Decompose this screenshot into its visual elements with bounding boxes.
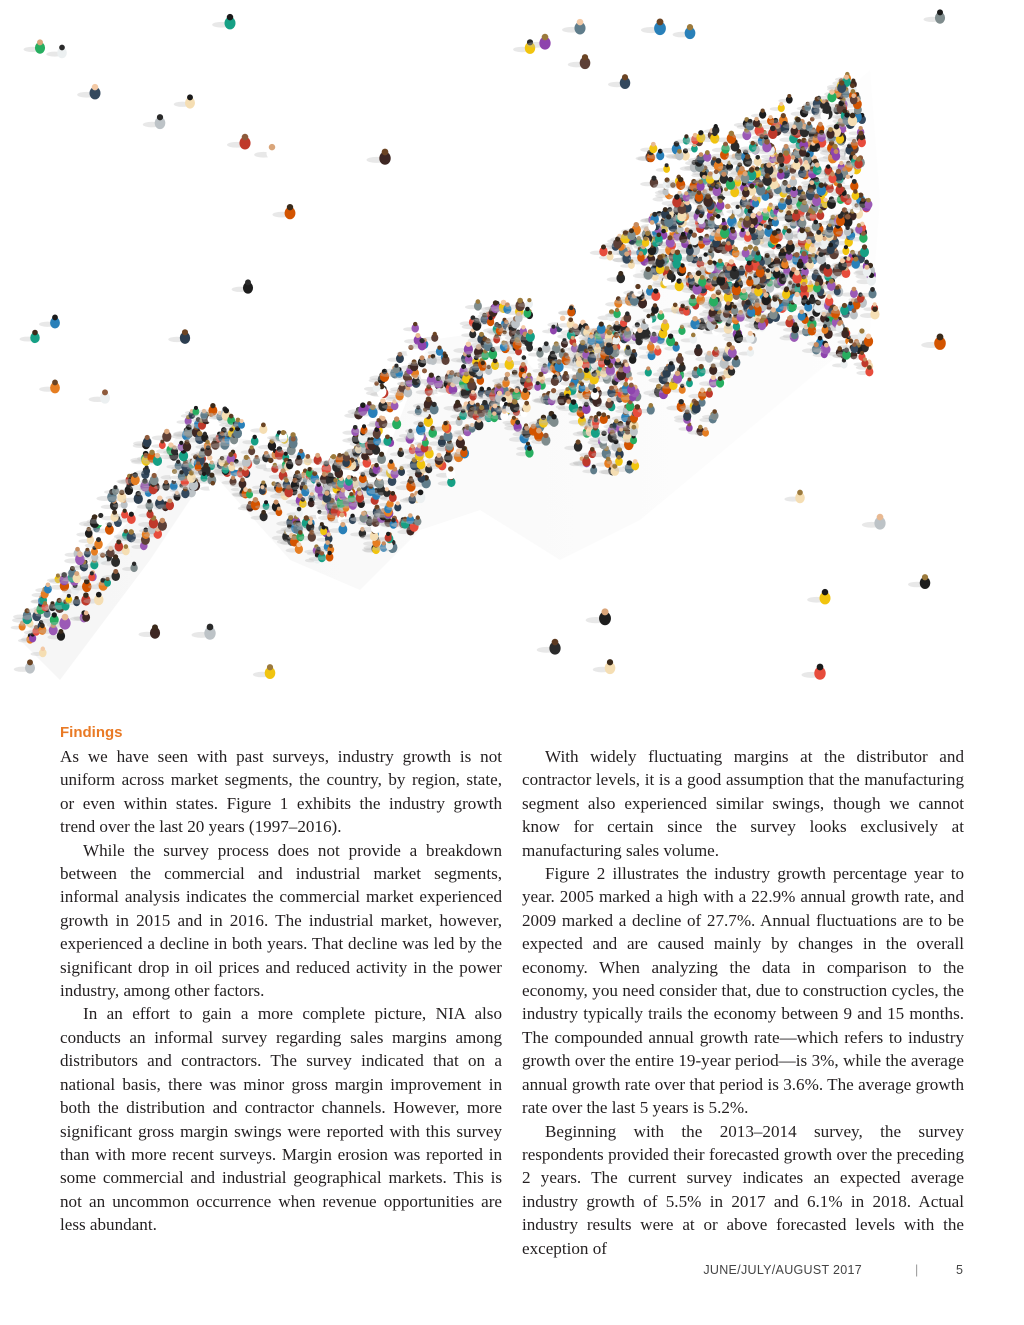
issue-date: JUNE/JULY/AUGUST 2017 [703, 1263, 862, 1277]
paragraph: Beginning with the 2013–2014 survey, the survey respondents provided their forecasted growth over the preceding 2 years. The current survey indicates an expected average industry growth of 5.5% in 2017 and 6.1% in 2018. Actual industry results were at or above forecasted levels with the exception of [522, 1121, 964, 1258]
paragraph: As we have seen with past surveys, industry growth is not uniform across market segments, the country, by region, state, or even within states. Figure 1 exhibits the industry growth trend over the last 20 years (1997–2016). [60, 747, 502, 837]
section-heading-findings: Findings [60, 724, 123, 741]
article-column-left [60, 745, 502, 1237]
paragraph: While the survey process does not provide a breakdown between the commercial and industrial market segments, informal analysis indicates the commercial market experienced growth in 2015 and in 2016. The industrial market, however, experienced a decline in both years. That decline was led by the significant drop in oil prices and reduced activity in the power industry, among other factors. [60, 840, 502, 1001]
article-column-right [522, 745, 964, 1260]
page-number: 5 [956, 1263, 964, 1277]
page-footer [0, 1263, 1024, 1281]
footer-separator: | [915, 1263, 919, 1277]
paragraph: With widely fluctuating margins at the distributor and contractor levels, it is a good assumption that the manufacturing segment also experienced similar swings, though we cannot know for certain since the survey looks exclusively at manufacturing sales volume. [522, 747, 964, 860]
paragraph: Figure 2 illustrates the industry growth percentage year to year. 2005 marked a high with a 22.9% annual growth rate, and 2009 marked a decline of 27.7%. Annual fluctuations are to be expected and are caused mainly by changes in the overall economy. When analyzing the data in comparison to the economy, you need consider that, due to construction cycles, the industry typically trails the economy between 9 and 15 months. The compounded annual growth rate—which refers to industry growth over the entire 19-year period—is 3%, while the average annual growth rate over that period is 3.6%. The average growth rate over the last 5 years is 5.2%. [522, 864, 964, 1118]
paragraph: In an effort to gain a more complete picture, NIA also conducts an informal survey regarding sales margins among distributors and contractors. The survey indicated that on a national basis, there was minor gross margin improvement in both the distribution and contractor channels. However, more significant gross margin swings were reported with this survey than with more recent surveys. Margin erosion was reported in some commercial and industrial geographical markets. This is not an uncommon occurrence when revenue opportunities are less abundant. [60, 1004, 502, 1235]
